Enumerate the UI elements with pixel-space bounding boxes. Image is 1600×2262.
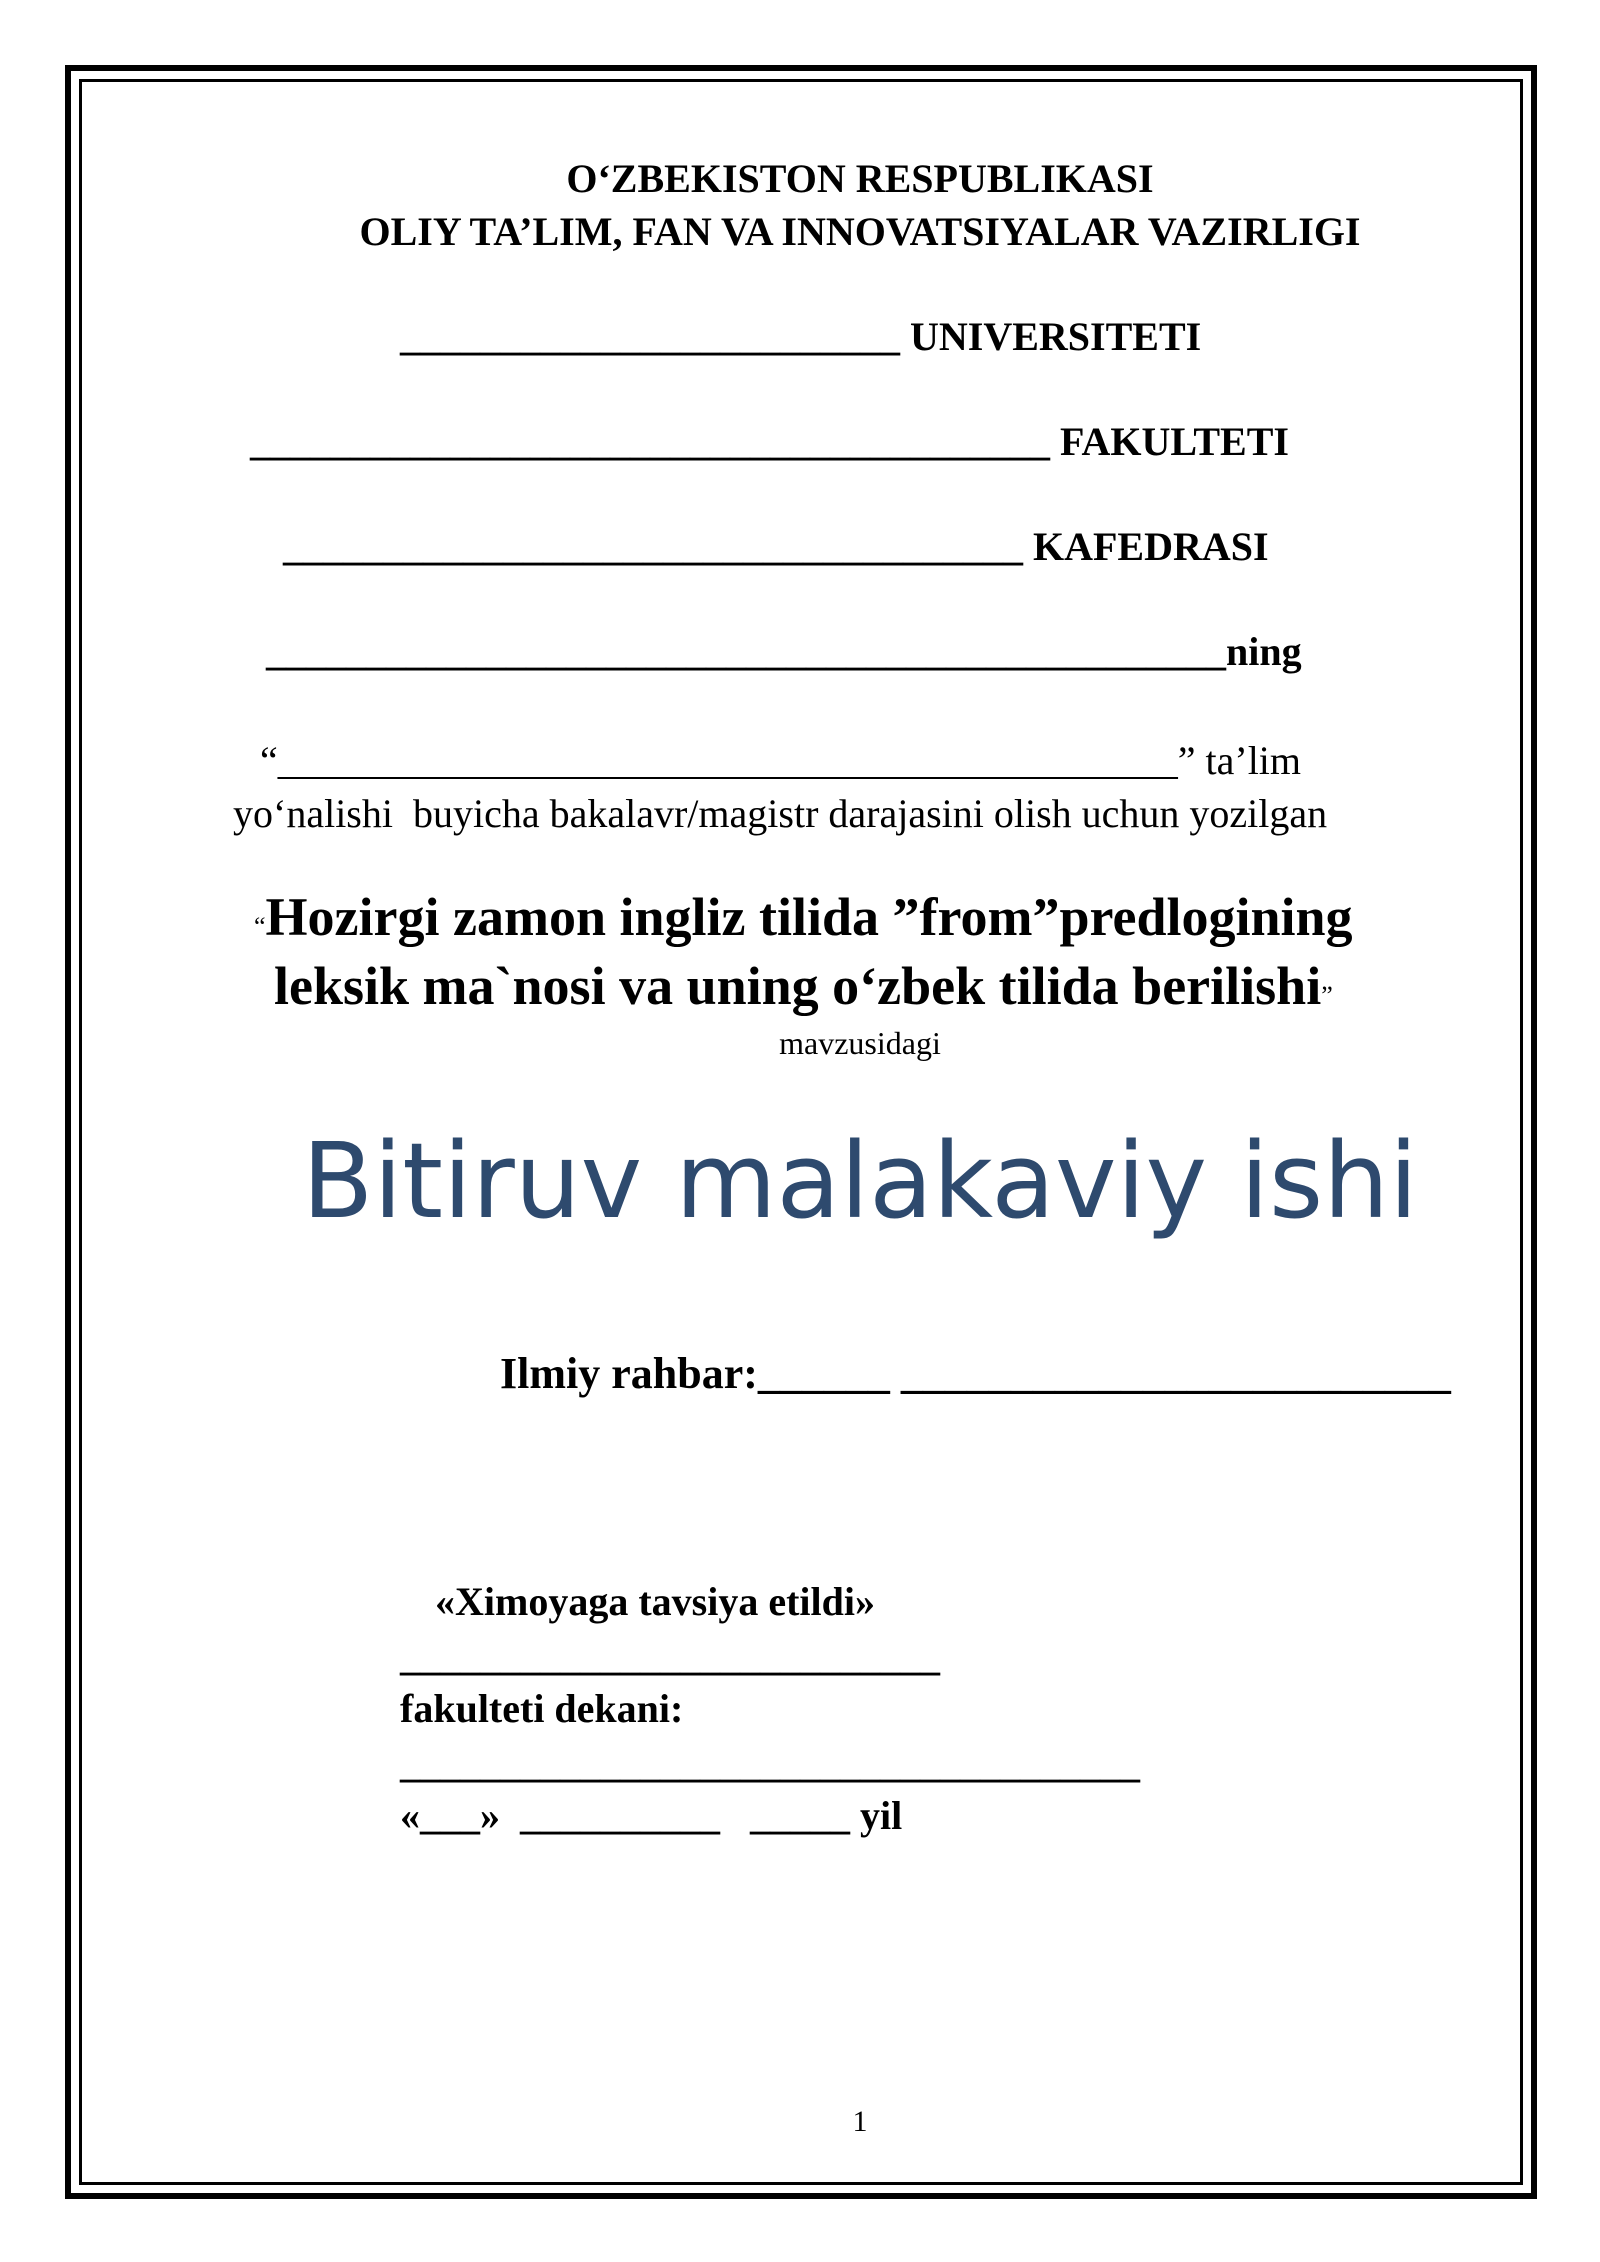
- supervisor-field: Ilmiy rahbar:______ _________________________: [500, 1349, 1451, 1398]
- university-field: _________________________ UNIVERSITETI: [400, 314, 1202, 359]
- topic-close-quote: ”: [1321, 981, 1333, 1010]
- topic-open-quote: “: [254, 912, 266, 941]
- recommended-label: «Ximoyaga tavsiya etildi»: [435, 1579, 875, 1624]
- direction-line-1: “_____________________________________________” ta’lim: [260, 738, 1302, 783]
- recommended-blank: ___________________________: [400, 1634, 940, 1679]
- header-line-1: O‘ZBEKISTON RESPUBLIKASI: [566, 156, 1154, 201]
- person-field: ________________________________________________ning: [266, 629, 1302, 674]
- topic-text-1: Hozirgi zamon ingliz tilida ”from”predlogining: [265, 887, 1353, 947]
- department-field: _____________________________________ KAFEDRASI: [283, 524, 1269, 569]
- direction-line-2: yo‘nalishi buyicha bakalavr/magistr darajasini olish uchun yozilgan: [233, 791, 1328, 836]
- dean-blank: _____________________________________: [400, 1741, 1140, 1786]
- topic-line-2: [274, 955, 1333, 1017]
- topic-subtitle: mavzusidagi: [779, 1025, 941, 1061]
- dean-label: fakulteti dekani:: [400, 1686, 684, 1731]
- page-number: 1: [852, 2105, 868, 2138]
- date-field: «___» __________ _____ yil: [400, 1793, 903, 1838]
- work-title: Bitiruv malakaviy ishi: [302, 1120, 1418, 1242]
- faculty-field: ________________________________________ FAKULTETI: [250, 419, 1289, 464]
- topic-line-1: [254, 886, 1353, 948]
- topic-text-2: leksik ma`nosi va uning o‘zbek tilida berilishi: [274, 956, 1322, 1016]
- header-line-2: OLIY TA’LIM, FAN VA INNOVATSIYALAR VAZIRLIGI: [359, 209, 1361, 254]
